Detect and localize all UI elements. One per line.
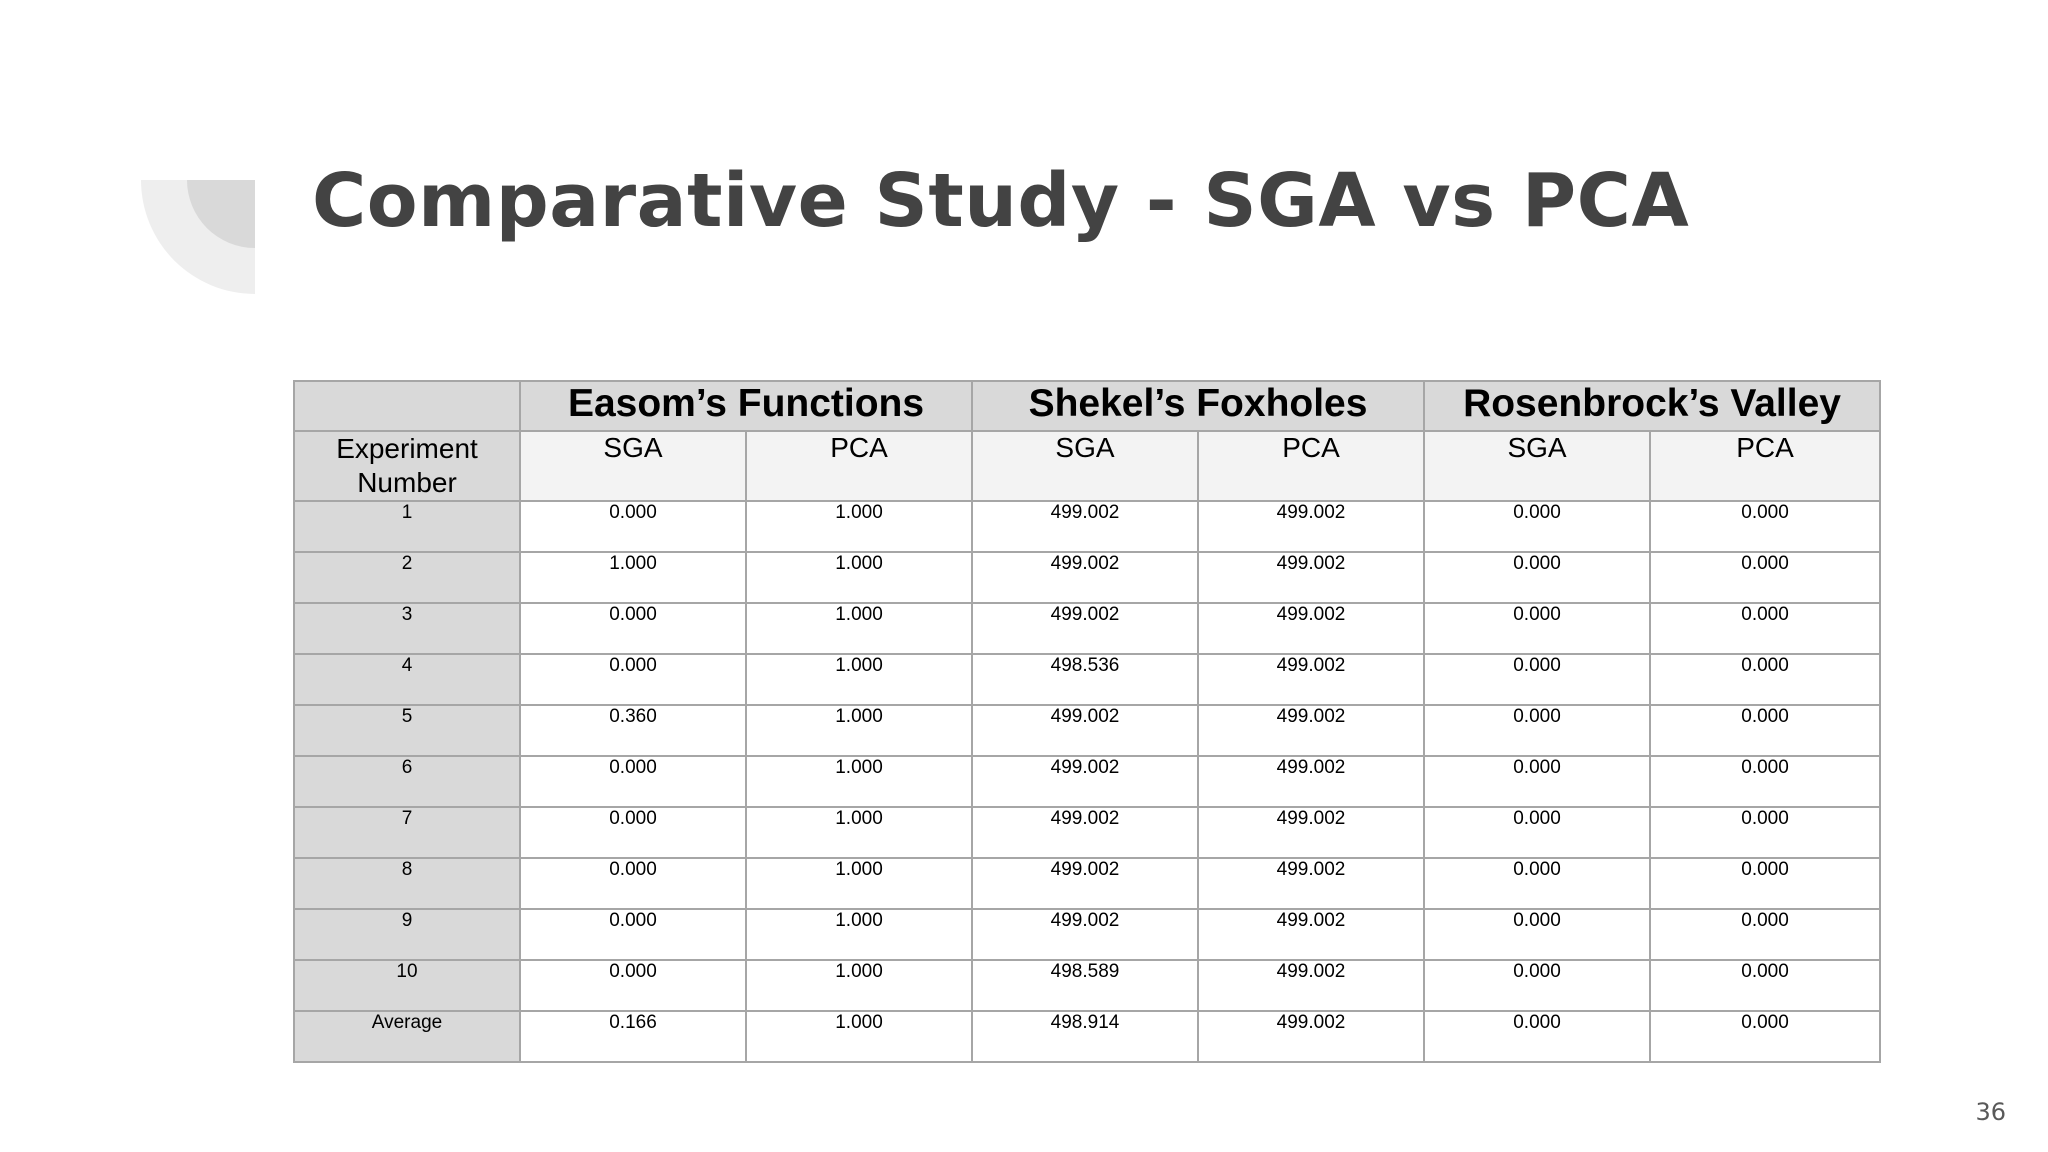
experiment-number-header: Experiment Number xyxy=(294,431,520,501)
table-cell: 499.002 xyxy=(1198,705,1424,756)
table-cell: 0.000 xyxy=(1424,858,1650,909)
row-label: 1 xyxy=(294,501,520,552)
row-label: 4 xyxy=(294,654,520,705)
table-cell: 0.000 xyxy=(1650,501,1880,552)
table-cell: 499.002 xyxy=(972,603,1198,654)
table-cell: 0.000 xyxy=(1650,705,1880,756)
table-cell: 1.000 xyxy=(746,960,972,1011)
subheader-cell: SGA xyxy=(1424,431,1650,501)
subheader-cell: PCA xyxy=(1650,431,1880,501)
results-table xyxy=(293,380,1881,1063)
table-row xyxy=(294,909,1880,960)
corner-cell xyxy=(294,381,520,431)
table-cell: 0.000 xyxy=(1650,756,1880,807)
subheader-cell: SGA xyxy=(972,431,1198,501)
row-label: 2 xyxy=(294,552,520,603)
table-cell: 0.000 xyxy=(520,807,746,858)
table-body xyxy=(294,501,1880,1062)
table-row xyxy=(294,858,1880,909)
table-cell: 499.002 xyxy=(972,909,1198,960)
group-header-rosenbrock: Rosenbrock’s Valley xyxy=(1424,381,1880,431)
page-number: 36 xyxy=(1975,1098,2006,1126)
table-cell: 499.002 xyxy=(1198,807,1424,858)
table-row xyxy=(294,705,1880,756)
table-cell: 0.000 xyxy=(1650,858,1880,909)
table-cell: 1.000 xyxy=(746,858,972,909)
table-row xyxy=(294,1011,1880,1062)
row-label: 3 xyxy=(294,603,520,654)
subheader-cell: PCA xyxy=(746,431,972,501)
table-cell: 498.536 xyxy=(972,654,1198,705)
table-cell: 499.002 xyxy=(972,807,1198,858)
table-cell: 499.002 xyxy=(1198,858,1424,909)
table-cell: 1.000 xyxy=(746,654,972,705)
row-label: Average xyxy=(294,1011,520,1062)
row-label: 5 xyxy=(294,705,520,756)
group-header-easom: Easom’s Functions xyxy=(520,381,972,431)
table-cell: 499.002 xyxy=(1198,960,1424,1011)
table-cell: 499.002 xyxy=(1198,1011,1424,1062)
table-cell: 1.000 xyxy=(746,705,972,756)
table-cell: 0.000 xyxy=(1424,705,1650,756)
table-cell: 499.002 xyxy=(972,501,1198,552)
table-cell: 0.000 xyxy=(520,756,746,807)
table-cell: 0.166 xyxy=(520,1011,746,1062)
table-row xyxy=(294,807,1880,858)
table-cell: 0.000 xyxy=(1424,501,1650,552)
table-cell: 1.000 xyxy=(746,1011,972,1062)
table-row xyxy=(294,552,1880,603)
table-cell: 498.914 xyxy=(972,1011,1198,1062)
table-cell: 0.000 xyxy=(520,501,746,552)
table-cell: 498.589 xyxy=(972,960,1198,1011)
table-row xyxy=(294,756,1880,807)
table-cell: 0.000 xyxy=(520,909,746,960)
table-cell: 0.000 xyxy=(520,858,746,909)
table-cell: 0.000 xyxy=(1650,960,1880,1011)
table-cell: 0.000 xyxy=(1424,807,1650,858)
table-cell: 1.000 xyxy=(746,756,972,807)
group-header-shekel: Shekel’s Foxholes xyxy=(972,381,1424,431)
row-label: 7 xyxy=(294,807,520,858)
table-cell: 1.000 xyxy=(746,807,972,858)
table-cell: 499.002 xyxy=(1198,501,1424,552)
quarter-circle-decoration xyxy=(141,180,255,294)
subheader-row xyxy=(294,431,1880,501)
slide-title: Comparative Study - SGA vs PCA xyxy=(312,158,1690,244)
table-cell: 0.000 xyxy=(1424,960,1650,1011)
row-label: 10 xyxy=(294,960,520,1011)
group-header-row xyxy=(294,381,1880,431)
table-row xyxy=(294,654,1880,705)
table-cell: 1.000 xyxy=(746,501,972,552)
table-cell: 499.002 xyxy=(1198,909,1424,960)
table-cell: 499.002 xyxy=(1198,654,1424,705)
table-cell: 0.000 xyxy=(520,960,746,1011)
table-cell: 0.000 xyxy=(520,654,746,705)
table-row xyxy=(294,960,1880,1011)
table-cell: 499.002 xyxy=(972,552,1198,603)
table-cell: 0.000 xyxy=(1424,654,1650,705)
table-row xyxy=(294,501,1880,552)
table-cell: 499.002 xyxy=(1198,552,1424,603)
table-cell: 499.002 xyxy=(1198,756,1424,807)
subheader-cell: PCA xyxy=(1198,431,1424,501)
table-cell: 0.000 xyxy=(1650,807,1880,858)
table-row xyxy=(294,603,1880,654)
table-cell: 499.002 xyxy=(972,756,1198,807)
table-cell: 0.000 xyxy=(1424,552,1650,603)
table-cell: 499.002 xyxy=(1198,603,1424,654)
table-cell: 0.000 xyxy=(1650,1011,1880,1062)
table-cell: 1.000 xyxy=(746,603,972,654)
table-cell: 0.000 xyxy=(1650,603,1880,654)
table-cell: 0.360 xyxy=(520,705,746,756)
subheader-cell: SGA xyxy=(520,431,746,501)
table-cell: 0.000 xyxy=(1650,654,1880,705)
table-cell: 1.000 xyxy=(520,552,746,603)
table-cell: 0.000 xyxy=(1424,1011,1650,1062)
table-cell: 0.000 xyxy=(1424,603,1650,654)
table-cell: 0.000 xyxy=(520,603,746,654)
table-cell: 0.000 xyxy=(1424,909,1650,960)
table-cell: 499.002 xyxy=(972,705,1198,756)
row-label: 6 xyxy=(294,756,520,807)
table-cell: 499.002 xyxy=(972,858,1198,909)
table-cell: 0.000 xyxy=(1650,552,1880,603)
row-label: 8 xyxy=(294,858,520,909)
table-cell: 1.000 xyxy=(746,552,972,603)
row-label: 9 xyxy=(294,909,520,960)
table-cell: 1.000 xyxy=(746,909,972,960)
table-cell: 0.000 xyxy=(1424,756,1650,807)
table-cell: 0.000 xyxy=(1650,909,1880,960)
